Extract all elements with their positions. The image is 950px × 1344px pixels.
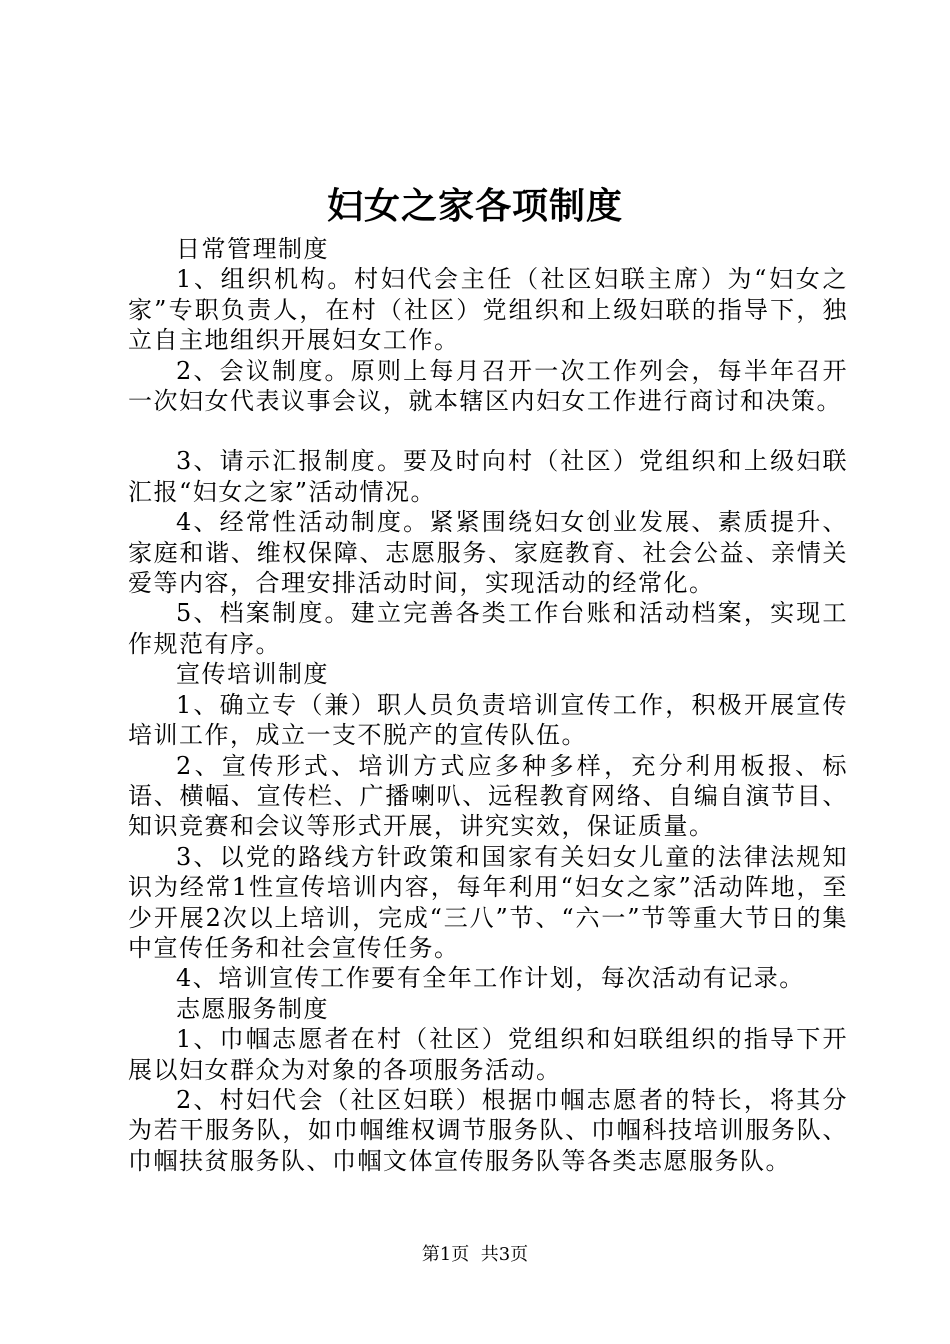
paragraph: 4、经常性活动制度。紧紧围绕妇女创业发展、素质提升、家庭和谐、维权保障、志愿服务、家庭教育、社会公益、亲情关爱等内容，合理安排活动时间，实现活动的经常化。	[128, 508, 848, 598]
section-heading-publicity-training: 宣传培训制度	[176, 660, 329, 689]
paragraph: 3、以党的路线方针政策和国家有关妇女儿童的法律法规知识为经常1性宣传培训内容，每年利用“妇女之家”活动阵地，至少开展2次以上培训，完成“三八”节、“六一”节等重大节日的集中宣传任务和社会宣传任务。	[128, 842, 848, 962]
paragraph: 4、培训宣传工作要有全年工作计划，每次活动有记录。	[176, 964, 805, 993]
document-body	[128, 234, 848, 1176]
paragraph: 2、村妇代会（社区妇联）根据巾帼志愿者的特长，将其分为若干服务队，如巾帼维权调节服务队、巾帼科技培训服务队、巾帼扶贫服务队、巾帼文体宣传服务队等各类志愿服务队。	[128, 1085, 848, 1175]
paragraph: 2、会议制度。原则上每月召开一次工作列会，每半年召开一次妇女代表议事会议，就本辖区内妇女工作进行商讨和决策。	[128, 356, 848, 416]
page-footer	[0, 1243, 950, 1267]
document-title: 妇女之家各项制度	[326, 185, 623, 227]
paragraph: 3、请示汇报制度。要及时向村（社区）党组织和上级妇联汇报“妇女之家”活动情况。	[128, 447, 848, 506]
paragraph: 1、巾帼志愿者在村（社区）党组织和妇联组织的指导下开展以妇女群众为对象的各项服务活动。	[128, 1025, 848, 1084]
paragraph: 2、宣传形式、培训方式应多种多样，充分利用板报、标语、横幅、宣传栏、广播喇叭、远程教育网络、自编自演节目、知识竞赛和会议等形式开展，讲究实效，保证质量。	[128, 751, 848, 841]
paragraph: 1、组织机构。村妇代会主任（社区妇联主席）为“妇女之家”专职负责人，在村（社区）党组织和上级妇联的指导下，独立自主地组织开展妇女工作。	[128, 265, 848, 355]
paragraph: 5、档案制度。建立完善各类工作台账和活动档案，实现工作规范有序。	[128, 599, 848, 658]
section-heading-daily-management: 日常管理制度	[176, 235, 329, 263]
section-heading-volunteer-service: 志愿服务制度	[176, 994, 329, 1023]
page-number-label: 第1页 共3页	[421, 1244, 529, 1265]
paragraph: 1、确立专（兼）职人员负责培训宣传工作，积极开展宣传培训工作，成立一支不脱产的宣传队伍。	[128, 690, 848, 750]
